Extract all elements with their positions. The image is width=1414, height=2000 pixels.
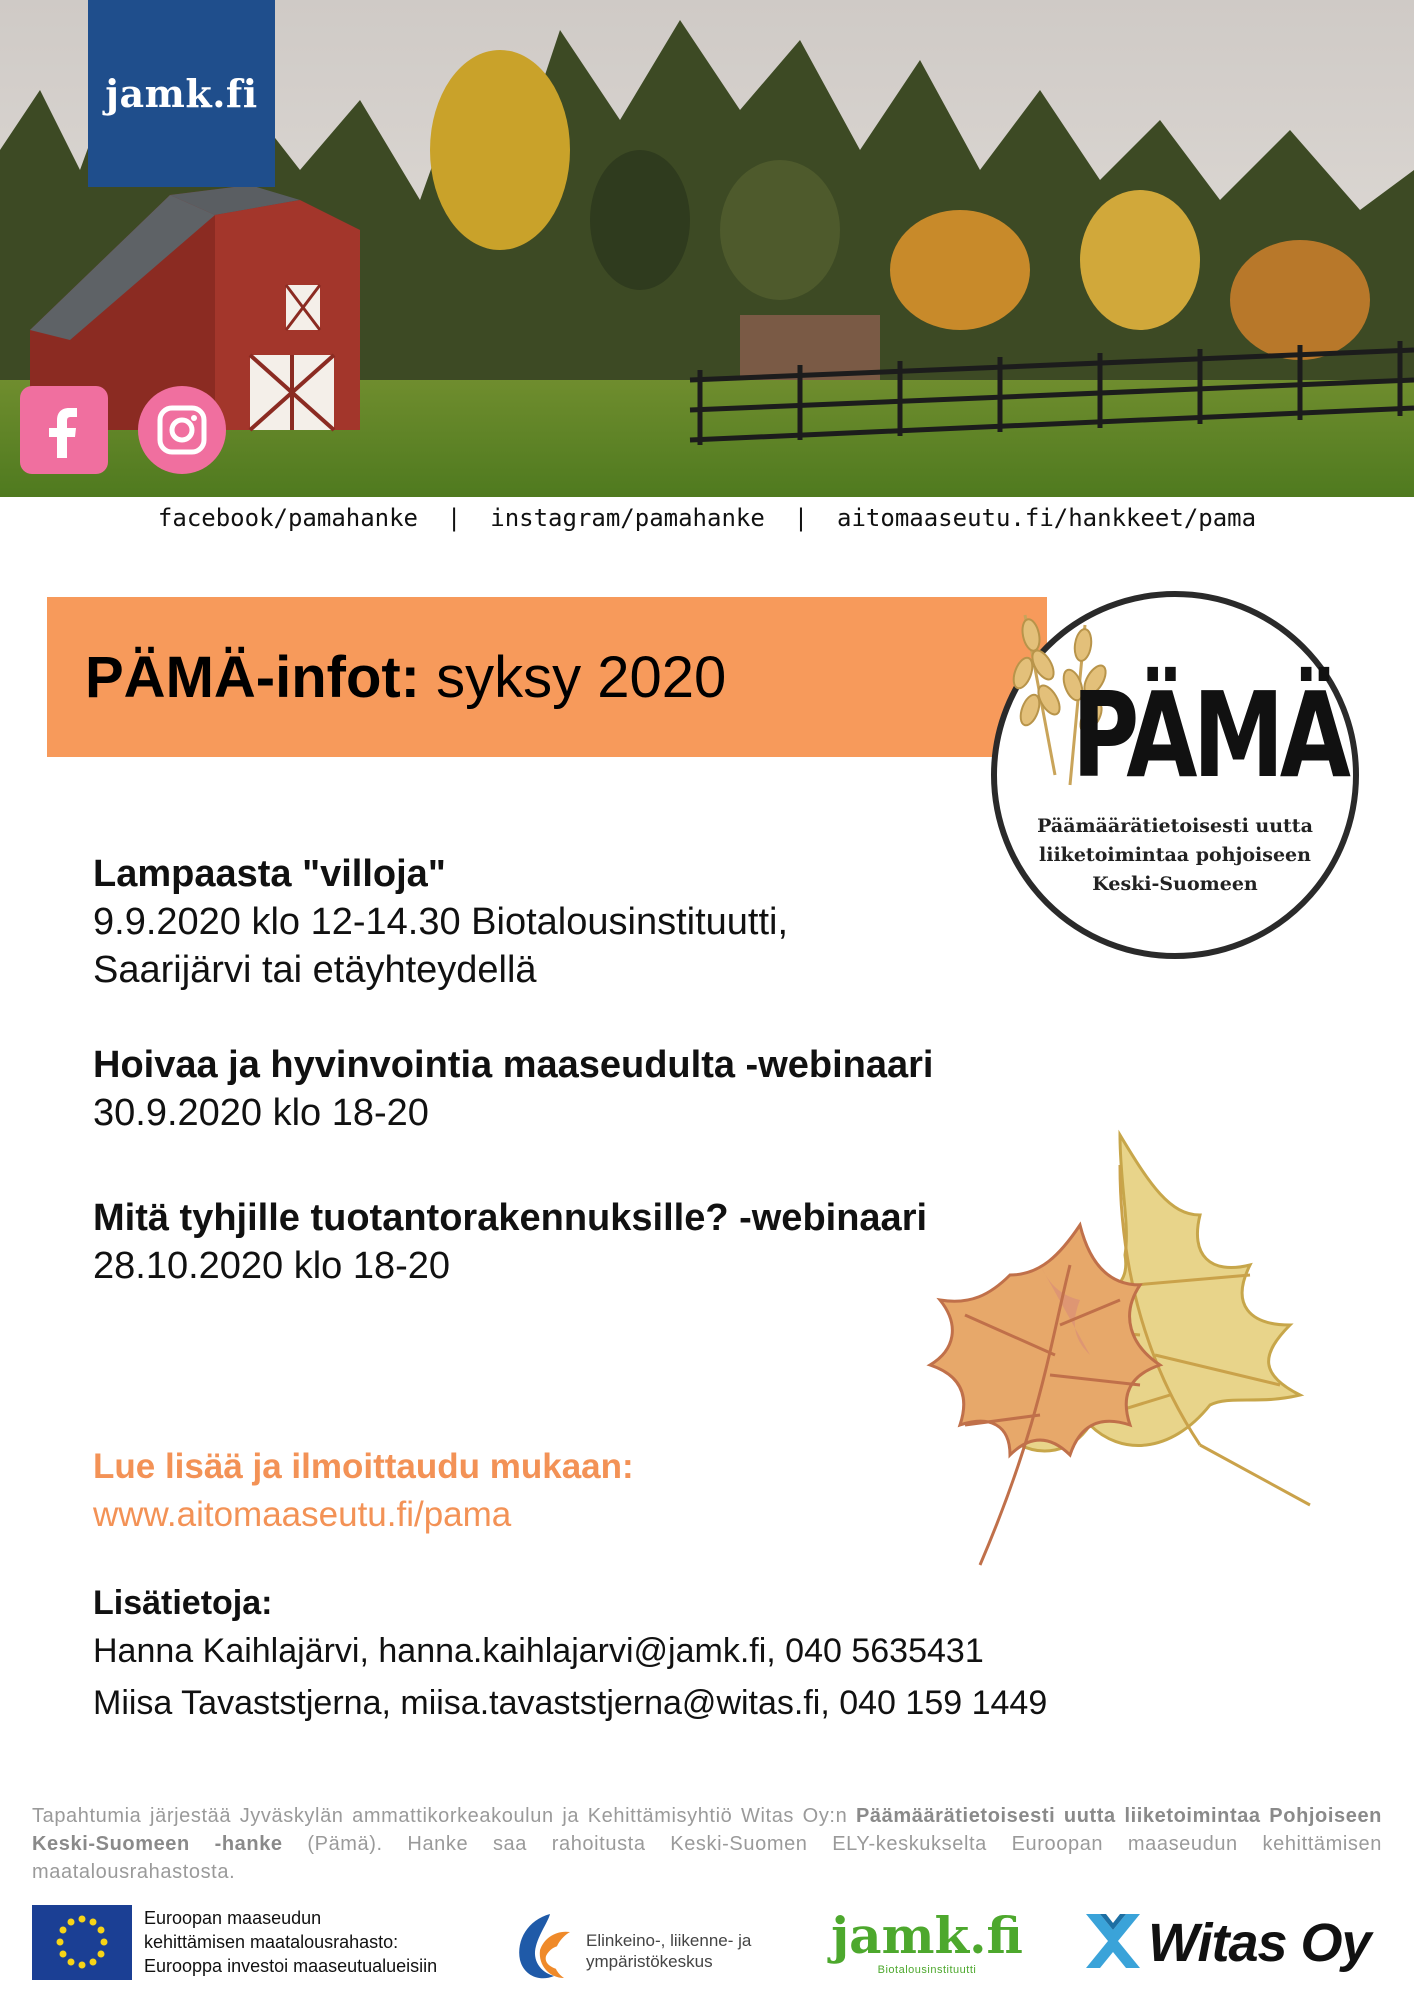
jamk-footer-word: jamk.fi (831, 1906, 1023, 1965)
contacts-section (93, 1581, 1047, 1729)
event-title: Hoivaa ja hyvinvointia maaseudulta -webinaari (93, 1044, 934, 1086)
ely-logo-icon (510, 1910, 576, 1982)
jamk-logo-text: jamk.fi (105, 71, 258, 116)
social-links[interactable]: facebook/pamahanke | instagram/pamahanke | aitomaaseutu.fi/hankkeet/pama (157, 504, 1257, 532)
tagline-line-1: Päämäärätietoisesti uutta (1037, 815, 1313, 837)
instagram-button[interactable] (138, 386, 226, 474)
ely-line: ympäristökeskus (586, 1952, 713, 1971)
footer-text-a: Tapahtumia järjestää Jyväskylän ammattikorkeakoulun ja Kehittämisyhtiö Witas Oy:n (32, 1805, 856, 1827)
pama-logo-tagline (1020, 812, 1330, 899)
ely-line: Elinkeino-, liikenne- ja (586, 1931, 752, 1950)
contacts-title: Lisätietoja: (93, 1584, 273, 1622)
event-detail: 9.9.2020 klo 12-14.30 Biotalousinstituutti, (93, 901, 789, 943)
autumn-leaves-image (870, 1125, 1380, 1595)
eu-line: Eurooppa investoi maaseutualueisiin (144, 1956, 438, 1976)
witas-logo-icon (1082, 1910, 1144, 1972)
title-bold: PÄMÄ-infot: (85, 645, 421, 710)
page-title (85, 640, 726, 716)
eu-line: Euroopan maaseudun (144, 1908, 322, 1928)
registration-info (93, 1444, 634, 1538)
event-detail: 28.10.2020 klo 18-20 (93, 1245, 451, 1287)
jamk-footer-sub: Biotalousinstituutti (877, 1964, 977, 1976)
jamk-logo (88, 0, 275, 187)
event-item (93, 850, 788, 994)
event-title: Mitä tyhjille tuotantorakennuksille? -webinaari (93, 1197, 928, 1239)
instagram-icon (155, 403, 209, 457)
tagline-line-3: Keski-Suomeen (1092, 873, 1258, 895)
registration-link[interactable]: www.aitomaaseutu.fi/pama (93, 1495, 512, 1534)
facebook-icon (39, 400, 89, 460)
footer-text-b: (Pämä). Hanke saa rahoitusta Keski-Suomen ELY-keskukselta Euroopan maaseudun kehittämisen maatalousrahastosta. (32, 1833, 1382, 1883)
event-item (93, 1194, 927, 1290)
pama-logo-word: PÄMÄ (1071, 666, 1347, 804)
registration-title: Lue lisää ja ilmoittaudu mukaan: (93, 1447, 634, 1486)
eu-flag-icon (32, 1905, 132, 1980)
eu-line: kehittämisen maatalousrahasto: (144, 1932, 399, 1952)
jamk-footer-logo (822, 1908, 1032, 1976)
event-item (93, 1041, 934, 1137)
title-season: syksy 2020 (420, 645, 727, 710)
event-detail: 30.9.2020 klo 18-20 (93, 1092, 429, 1134)
eu-fund-text (144, 1906, 437, 1978)
event-title: Lampaasta "villoja" (93, 853, 446, 895)
ely-text (586, 1930, 751, 1972)
footer-project-name: Päämäärätietoisesti uutta liiketoimintaa Pohjoiseen Keski-Suomeen -hanke (32, 1805, 1382, 1855)
tagline-line-2: liiketoimintaa pohjoiseen (1039, 844, 1311, 866)
witas-logo-word: Witas Oy (1148, 1913, 1371, 1973)
contact-person: Miisa Tavaststjerna, miisa.tavaststjerna@witas.fi, 040 159 1449 (93, 1684, 1048, 1722)
contact-person: Hanna Kaihlajärvi, hanna.kaihlajarvi@jamk.fi, 040 5635431 (93, 1632, 984, 1670)
footer-funding-text (32, 1802, 1382, 1886)
event-detail: Saarijärvi tai etäyhteydellä (93, 949, 537, 991)
facebook-button[interactable] (20, 386, 108, 474)
